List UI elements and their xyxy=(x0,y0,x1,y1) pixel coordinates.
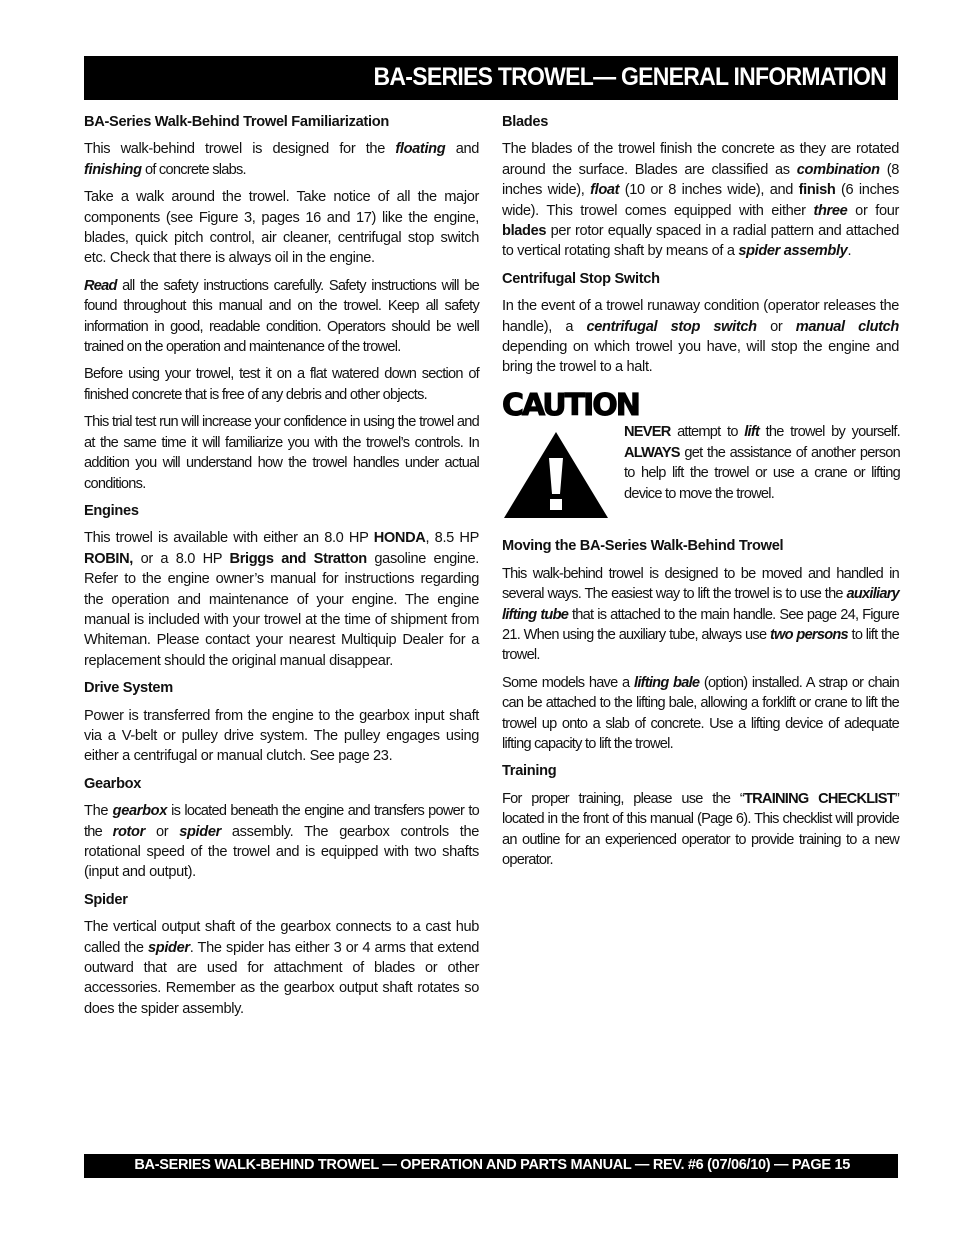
moving-paragraph-2: Some models have a lifting bale (option) installed. A strap or chain can be attached to the lifting bale, allowing a forklift or crane to lift the trowel up onto a slab of concrete. Use a lifting device of adequate lifting capacity to lift the trowel. xyxy=(502,674,900,752)
familiarization-heading: BA-Series Walk-Behind Trowel Familiarization xyxy=(84,114,389,130)
engines-heading: Engines xyxy=(84,502,139,519)
drive-system-paragraph: Power is transferred from the engine to the gearbox input shaft via a V-belt or pulley drive system. The pulley engages using either a centrifugal or manual clutch. See page 23. xyxy=(84,707,479,765)
spider-heading: Spider xyxy=(84,891,128,908)
familiarization-paragraph-2: Take a walk around the trowel. Take notice of all the major components (see Figure 3, pages 16 and 17) like the engine, blades, quick pitch control, air cleaner, centrifugal stop switch etc. Check that there is always oil in the engine. xyxy=(84,189,479,267)
page-title: BA-SERIES TROWEL— GENERAL INFORMATION xyxy=(373,63,886,91)
moving-paragraph-1: This walk-behind trowel is designed to be moved and handled in several ways. The easiest way to lift the trowel is to use the auxiliary lifting tube that is attached to the main handle. See page 24, Figure 21. When using the auxiliary tube, always use two persons to lift the trowel. xyxy=(502,565,900,664)
blades-heading: Blades xyxy=(502,114,549,130)
familiarization-paragraph-1: This walk-behind trowel is designed for the floating and finishing of concrete slabs. xyxy=(84,141,479,178)
left-column xyxy=(84,112,479,1026)
familiarization-paragraph-5: This trial test run will increase your confidence in using the trowel and at the same time it will familiarize you with the trowel’s controls. In addition you will understand how the trowel handles under actual conditions. xyxy=(84,414,479,492)
right-column xyxy=(502,112,899,877)
warning-triangle-icon xyxy=(504,432,608,518)
header-bar xyxy=(84,56,898,100)
training-heading: Training xyxy=(502,763,557,780)
footer-bar xyxy=(84,1154,898,1178)
training-paragraph: For proper training, please use the “TRAINING CHECKLIST” located in the front of this manual (Page 6). This checklist will provide an outline for an experienced operator to provide training to a new operator. xyxy=(502,790,899,868)
familiarization-paragraph-4: Before using your trowel, test it on a flat watered down section of finished concrete that is free of any debris and other objects. xyxy=(84,366,479,403)
spider-paragraph: The vertical output shaft of the gearbox connects to a cast hub called the spider. The spider has either 3 or 4 arms that extend outward that are used for attachment of blades or other accessories. Remember as the gearbox output shaft rotates so does the spider assembly. xyxy=(84,919,479,1017)
gearbox-heading: Gearbox xyxy=(84,775,142,792)
moving-heading: Moving the BA-Series Walk-Behind Trowel xyxy=(502,538,784,555)
caution-text: NEVER attempt to lift the trowel by yourself. ALWAYS get the assistance of another person to help lift the trowel or use a crane or lifting device to move the trowel. xyxy=(624,424,900,502)
caution-box xyxy=(502,422,899,526)
centrifugal-stop-switch-heading: Centrifugal Stop Switch xyxy=(502,270,660,287)
footer-text: BA-SERIES WALK-BEHIND TROWEL — OPERATION AND PARTS MANUAL — REV. #6 (07/06/10) — PAGE 15 xyxy=(134,1157,850,1173)
gearbox-paragraph: The gearbox is located beneath the engine and transfers power to the rotor or spider assembly. The gearbox controls the rotational speed of the trowel and is equipped with two shafts (input and output). xyxy=(84,803,479,881)
drive-system-heading: Drive System xyxy=(84,680,173,697)
engines-paragraph: This trowel is available with either an 8.0 HP HONDA, 8.5 HP ROBIN, or a 8.0 HP Briggs and Stratton gasoline engine. Refer to the engine owner’s manual for instructions regarding the operation and maintenance of your engine. The engine manual is included with your trowel at the time of shipment from Whiteman. Please contact your nearest Multiquip Dealer for a replacement should the original manual disappear. xyxy=(84,530,479,669)
familiarization-paragraph-3: Read all the safety instructions carefully. Safety instructions will be found throughout this manual and on the trowel. Keep all safety information in good, readable condition. Operators should be well trained on the operation and maintenance of the trowel. xyxy=(84,277,479,356)
caution-title: CAUTION xyxy=(502,387,639,423)
centrifugal-stop-switch-paragraph: In the event of a trowel runaway condition (operator releases the handle), a centrifugal stop switch or manual clutch depending on which trowel you have, will stop the engine and bring the trowel to a halt. xyxy=(502,298,899,376)
blades-paragraph: The blades of the trowel finish the concrete as they are rotated around the surface. Blades are classified as combination (8 inches wide), float (10 or 8 inches wide), and finish (6 inches wide). This trowel comes equipped with either three or four blades per rotor equally spaced in a radial pattern and attached to vertical rotating shaft by means of a spider assembly. xyxy=(502,141,899,260)
